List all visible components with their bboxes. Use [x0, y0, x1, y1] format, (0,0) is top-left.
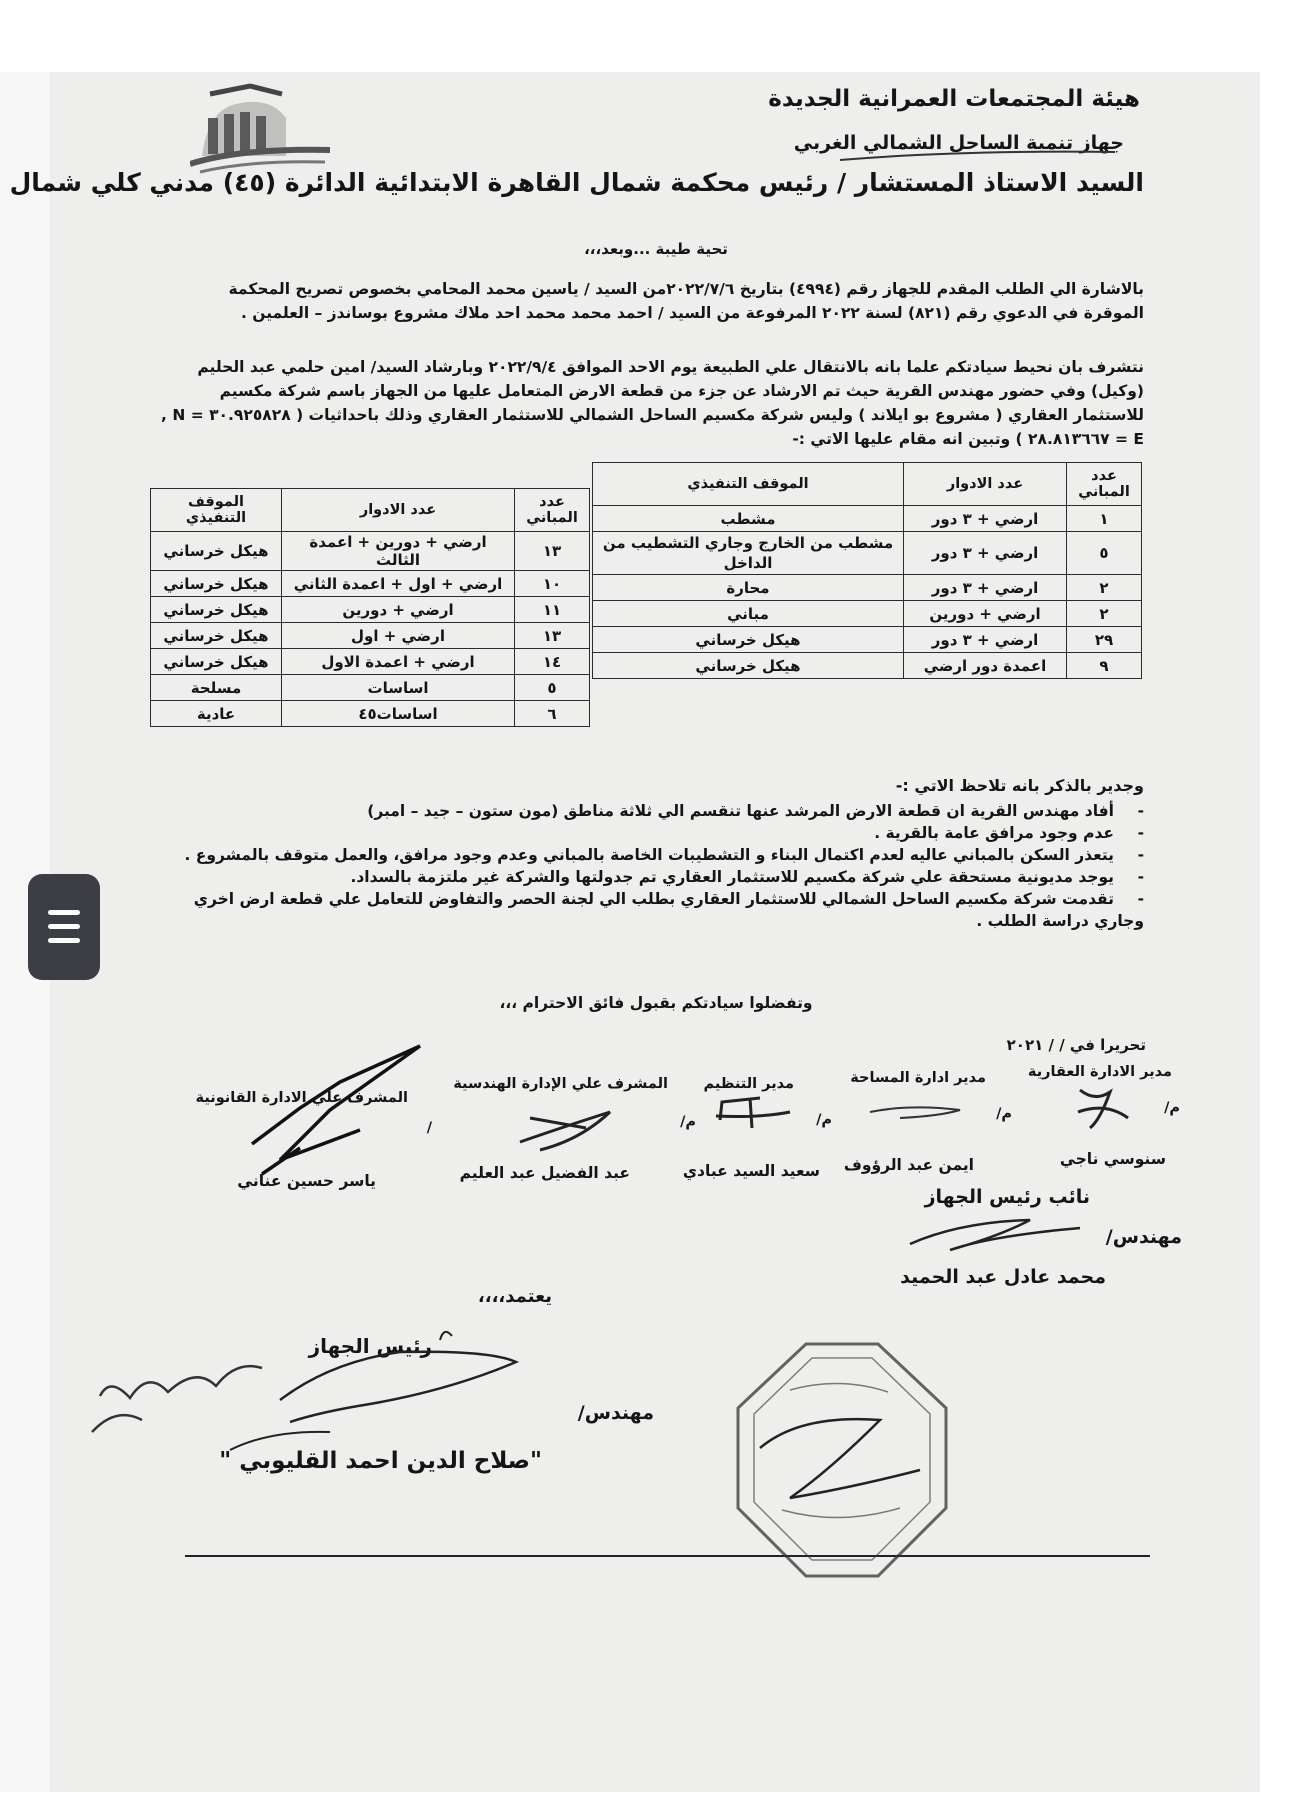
organization-name: هيئة المجتمعات العمرانية الجديدة: [768, 86, 1140, 112]
column-header: عدد المباني: [1067, 463, 1142, 506]
signatory-name: عبد الفضيل عبد العليم: [459, 1164, 630, 1182]
list-item: - يتعذر السكن بالمباني عاليه لعدم اكتمال البناء و التشطيبات الخاصة بالمباني وعدم وجود مرافق، والعمل متوقف بالمشروع .: [184, 846, 1144, 864]
table-cell: ٢: [1067, 601, 1142, 627]
table-cell: اساسات: [282, 675, 515, 701]
table-cell: ٥: [1067, 532, 1142, 575]
menu-bar-icon: [48, 938, 80, 943]
table-cell: ٢: [1067, 575, 1142, 601]
table-cell: اعمدة دور ارضي: [904, 653, 1067, 679]
table-cell: هيكل خرساني: [151, 571, 282, 597]
table-cell: ٦: [515, 701, 590, 727]
table-cell: ارضي + اول + اعمدة الثاني: [282, 571, 515, 597]
signatory-name: ياسر حسين عناني: [237, 1172, 376, 1190]
signatory-name: سعيد السيد عبادي: [682, 1162, 820, 1180]
list-item: - تقدمت شركة مكسيم الساحل الشمالي للاستثمار العقاري بطلب الي لجنة الحصر والتفاوض للتعامل علي قطعة ارض اخري: [193, 890, 1144, 908]
column-header: عدد المباني: [515, 489, 590, 532]
table-cell: ١٣: [515, 623, 590, 649]
table-cell: هيكل خرساني: [151, 597, 282, 623]
table-cell: عادية: [151, 701, 282, 727]
deputy-prefix: مهندس/: [1105, 1226, 1182, 1248]
approval-title: رئيس الجهاز: [308, 1334, 432, 1358]
table-cell: ارضي + اعمدة الاول: [282, 649, 515, 675]
list-item: - عدم وجود مرافق عامة بالقرية .: [874, 824, 1144, 842]
signature-title: المشرف علي الادارة القانونية: [195, 1090, 408, 1106]
column-header: عدد الادوار: [904, 463, 1067, 506]
approval-name: "صلاح الدين احمد القليوبي ": [219, 1448, 542, 1474]
signature-mark: م/: [996, 1106, 1012, 1122]
hamburger-menu-button[interactable]: [28, 874, 100, 980]
signature-mark: م/: [1164, 1100, 1180, 1116]
note-text: أفاد مهندس القرية ان قطعة الارض المرشد عنها تنقسم الي ثلاثة مناطق (مون ستون – جيد – امبر): [367, 802, 1114, 820]
signature-mark: م/: [816, 1112, 832, 1128]
body-line-3: للاستثمار العقاري ( مشروع بو ايلاند ) وليس شركة مكسيم الساحل الشمالي للاستثمار العقاري وذلك باحداثيات ( ٣٠.٩٢٥٨٢٨ = N ,: [161, 406, 1144, 424]
signature-mark: م/: [680, 1114, 696, 1130]
table-cell: ١١: [515, 597, 590, 623]
table-cell: ١٠: [515, 571, 590, 597]
table-cell: ارضي + ٣ دور: [904, 627, 1067, 653]
addressee-line: السيد الاستاذ المستشار / رئيس محكمة شمال القاهرة الابتدائية الدائرة (٤٥) مدني كلي شمال: [9, 168, 1144, 197]
table-cell: ارضي + دورين: [282, 597, 515, 623]
body-line-4: E = ٢٨.٨١٣٦٦٧ ) وتبين انه مقام عليها الاتي :-: [792, 430, 1144, 448]
greeting: تحية طيبة ...وبعد،،،: [584, 240, 728, 258]
signature-title: مدير الادارة العقارية: [1027, 1064, 1172, 1080]
table-cell: هيكل خرساني: [593, 653, 904, 679]
date-line: تحريرا في / / ٢٠٢١: [1006, 1036, 1146, 1054]
table-cell: هيكل خرساني: [151, 649, 282, 675]
approval-prefix: مهندس/: [577, 1402, 654, 1424]
menu-bar-icon: [48, 910, 80, 915]
body-line-1: نتشرف بان نحيط سيادتكم علما بانه بالانتقال علي الطبيعة يوم الاحد الموافق ٢٠٢٢/٩/٤ وبارشاد السيد/ امين حلمي عبد الحليم: [197, 358, 1144, 376]
table-cell: محارة: [593, 575, 904, 601]
table-cell: ارضي + دورين + اعمدة الثالث: [282, 532, 515, 571]
table-cell: هيكل خرساني: [593, 627, 904, 653]
signature-mark: /: [426, 1120, 432, 1136]
table-cell: ارضي + دورين: [904, 601, 1067, 627]
table-cell: ٩: [1067, 653, 1142, 679]
table-cell: مشطب: [593, 506, 904, 532]
signature-title: المشرف علي الإدارة الهندسية: [453, 1076, 668, 1092]
table-cell: ١٤: [515, 649, 590, 675]
signature-title: مدير ادارة المساحة: [850, 1070, 986, 1086]
notes-title: وجدير بالذكر بانه تلاحظ الاتي :-: [895, 776, 1144, 795]
table-cell: اساسات٤٥: [282, 701, 515, 727]
reference-line-1: بالاشارة الي الطلب المقدم للجهاز رقم (٤٩٩٤) بتاريخ ٢٠٢٢/٧/٦من السيد / ياسين محمد المحامي بخصوص تصريح المحكمة: [228, 280, 1144, 298]
signatory-name: سنوسي ناجي: [1059, 1150, 1166, 1168]
closing-line: وتفضلوا سيادتكم بقبول فائق الاحترام ،،،: [499, 994, 813, 1012]
agency-name: جهاز تنمية الساحل الشمالي الغربي: [793, 132, 1124, 154]
table-cell: ٥: [515, 675, 590, 701]
table-cell: ارضي + ٣ دور: [904, 575, 1067, 601]
reference-line-2: الموقرة في الدعوي رقم (٨٢١) لسنة ٢٠٢٢ المرفوعة من السيد / احمد محمد محمد احد ملاك مشروع بوساندز – العلمين .: [240, 304, 1144, 322]
table-cell: مشطب من الخارج وجاري التشطيب من الداخل: [593, 532, 904, 575]
list-item: - أفاد مهندس القرية ان قطعة الارض المرشد عنها تنقسم الي ثلاثة مناطق (مون ستون – جيد – امبر): [367, 802, 1144, 820]
table-cell: ١٣: [515, 532, 590, 571]
column-header: الموقف التنفيذي: [593, 463, 904, 506]
table-cell: ٢٩: [1067, 627, 1142, 653]
table-cell: هيكل خرساني: [151, 623, 282, 649]
column-header: عدد الادوار: [282, 489, 515, 532]
note-text: عدم وجود مرافق عامة بالقرية .: [874, 824, 1114, 842]
note-text: يوجد مديونية مستحقة علي شركة مكسيم للاستثمار العقاري تم جدولتها والشركة غير ملتزمة بالسداد.: [350, 868, 1114, 886]
table-cell: ارضي + ٣ دور: [904, 532, 1067, 575]
body-line-2: (وكيل) وفي حضور مهندس القرية حيث تم الارشاد عن جزء من قطعة الارض المتعامل عليها من الجهاز باسم شركة مكسيم: [219, 382, 1144, 400]
menu-bar-icon: [48, 924, 80, 929]
table-cell: هيكل خرساني: [151, 532, 282, 571]
table-cell: مباني: [593, 601, 904, 627]
table-cell: مسلحة: [151, 675, 282, 701]
table-cell: ارضي + ٣ دور: [904, 506, 1067, 532]
approval-label: يعتمد،،،،: [477, 1286, 552, 1307]
signature-title: مدير التنظيم: [703, 1076, 794, 1092]
list-item: - يوجد مديونية مستحقة علي شركة مكسيم للاستثمار العقاري تم جدولتها والشركة غير ملتزمة بالسداد.: [350, 868, 1144, 886]
note-text: وجاري دراسة الطلب .: [976, 912, 1144, 930]
table-cell: ١: [1067, 506, 1142, 532]
signatory-name: ايمن عبد الرؤوف: [843, 1156, 974, 1174]
deputy-title: نائب رئيس الجهاز: [924, 1186, 1090, 1208]
note-text: يتعذر السكن بالمباني عاليه لعدم اكتمال البناء و التشطيبات الخاصة بالمباني وعدم وجود مرافق، والعمل متوقف بالمشروع .: [184, 846, 1114, 864]
column-header: الموقف التنفيذي: [151, 489, 282, 532]
table-cell: ارضي + اول: [282, 623, 515, 649]
note-text: تقدمت شركة مكسيم الساحل الشمالي للاستثمار العقاري بطلب الي لجنة الحصر والتفاوض للتعامل علي قطعة ارض اخري: [193, 890, 1114, 908]
deputy-name: محمد عادل عبد الحميد: [900, 1266, 1106, 1288]
